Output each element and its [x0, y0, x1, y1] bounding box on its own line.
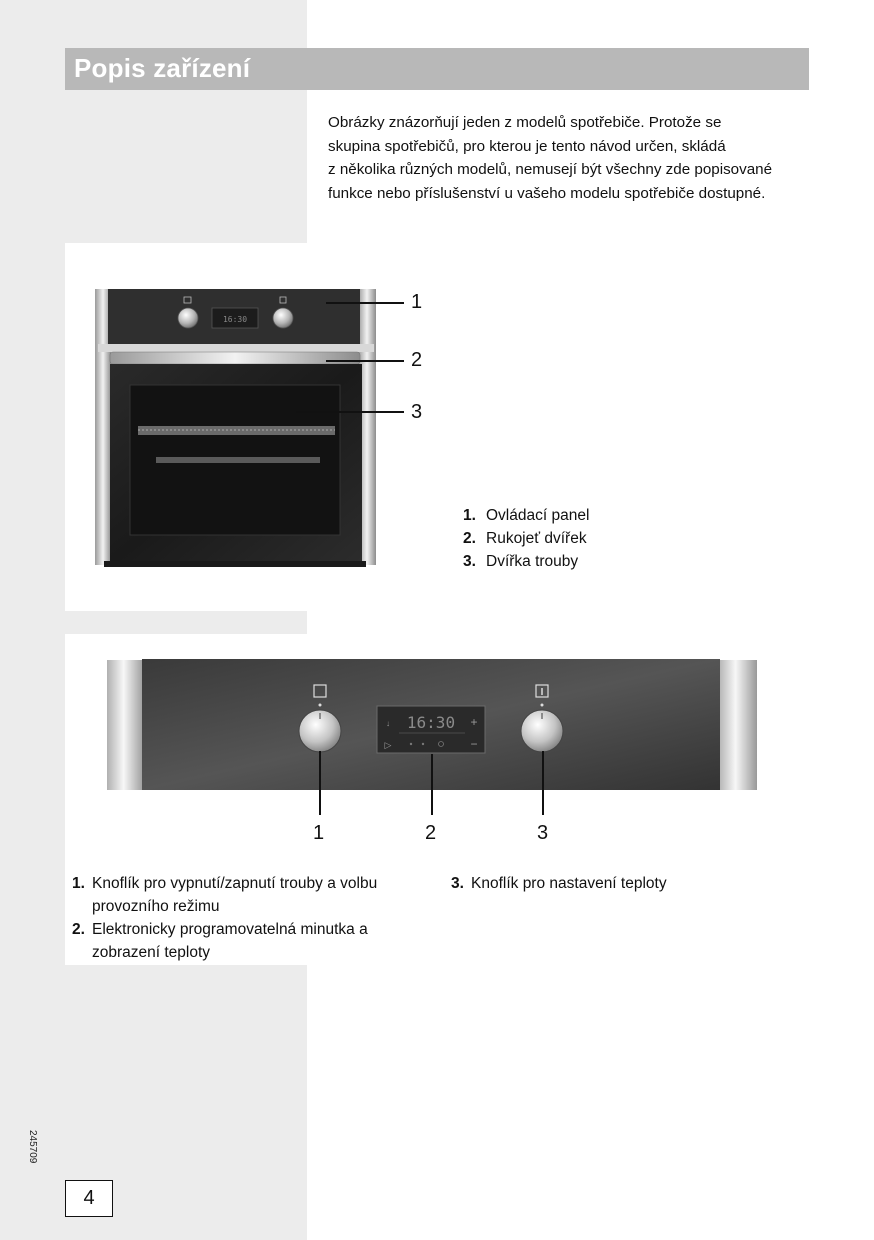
- callout-number: 1: [411, 291, 423, 313]
- oven-illustration: [90, 285, 390, 575]
- intro-paragraph: [328, 111, 818, 205]
- legend-item: 2. Rukojeť dvířek: [463, 530, 587, 547]
- callout-number: 1: [313, 822, 325, 844]
- mode-knob-dot: [319, 704, 322, 707]
- oven-display-time: 16:30: [222, 315, 248, 324]
- section-title-bar: [65, 48, 809, 90]
- page-title: Popis zařízení: [74, 53, 251, 83]
- oven-door-top-trim: [98, 344, 374, 352]
- intro-line: Obrázky znázorňují jeden z modelů spotřebiče. Protože se: [328, 114, 722, 131]
- legend-item: 2. Elektronicky programovatelná minutka a zobrazení teploty: [72, 921, 368, 961]
- oven-knob-left: [178, 308, 198, 328]
- document-code: 245709: [27, 1130, 38, 1164]
- callout-line-2: [326, 360, 404, 362]
- panel-side-right: [718, 660, 757, 790]
- callout-number: 3: [411, 401, 423, 423]
- sensor-temp-icon: ↓: [386, 719, 390, 728]
- callout-number: 2: [411, 349, 423, 371]
- legend-item: 1. Knoflík pro vypnutí/zapnutí trouby a volbu provozního režimu: [72, 875, 378, 915]
- oven-handle: [110, 352, 360, 364]
- callout-line-1: [326, 302, 404, 304]
- oven-bottom-plinth: [104, 561, 366, 567]
- legend-item: 3. Knoflík pro nastavení teploty: [451, 875, 667, 892]
- legend-item: 3. Dvířka trouby: [463, 553, 579, 570]
- callout-line-display-2: [431, 754, 433, 815]
- sensor-indicator-dot: [410, 743, 412, 745]
- sensor-indicator-dot: [422, 743, 424, 745]
- callout-line-knob-1: [319, 751, 321, 815]
- oven-baking-tray: [156, 457, 320, 463]
- page-margin-band: [0, 0, 307, 1240]
- callout-line-3: [296, 411, 404, 413]
- callout-line-knob-3: [542, 751, 544, 815]
- intro-line: z několika různých modelů, nemusejí být všechny zde popisované: [328, 161, 773, 178]
- panel-side-left: [107, 660, 144, 790]
- sensor-start-icon: ▷: [384, 740, 392, 750]
- intro-line: skupina spotřebičů, pro kterou je tento návod určen, skládá: [328, 137, 726, 155]
- callout-number: 3: [537, 822, 549, 844]
- intro-line: funkce nebo příslušenství u vašeho modelu spotřebiče dostupné.: [328, 184, 766, 202]
- control-panel-legend: [72, 872, 432, 964]
- timer-display-time: 16:30: [406, 713, 456, 732]
- legend-item: 1. Ovládací panel: [463, 507, 590, 524]
- page-number: 4: [65, 1180, 113, 1217]
- sensor-plus-icon: +: [470, 715, 478, 729]
- oven-knob-right: [273, 308, 293, 328]
- callout-number: 2: [425, 822, 437, 844]
- control-panel-legend-right: [451, 872, 667, 895]
- temperature-knob-dot: [541, 704, 544, 707]
- oven-legend: [463, 504, 589, 573]
- sensor-minus-icon: −: [470, 737, 478, 751]
